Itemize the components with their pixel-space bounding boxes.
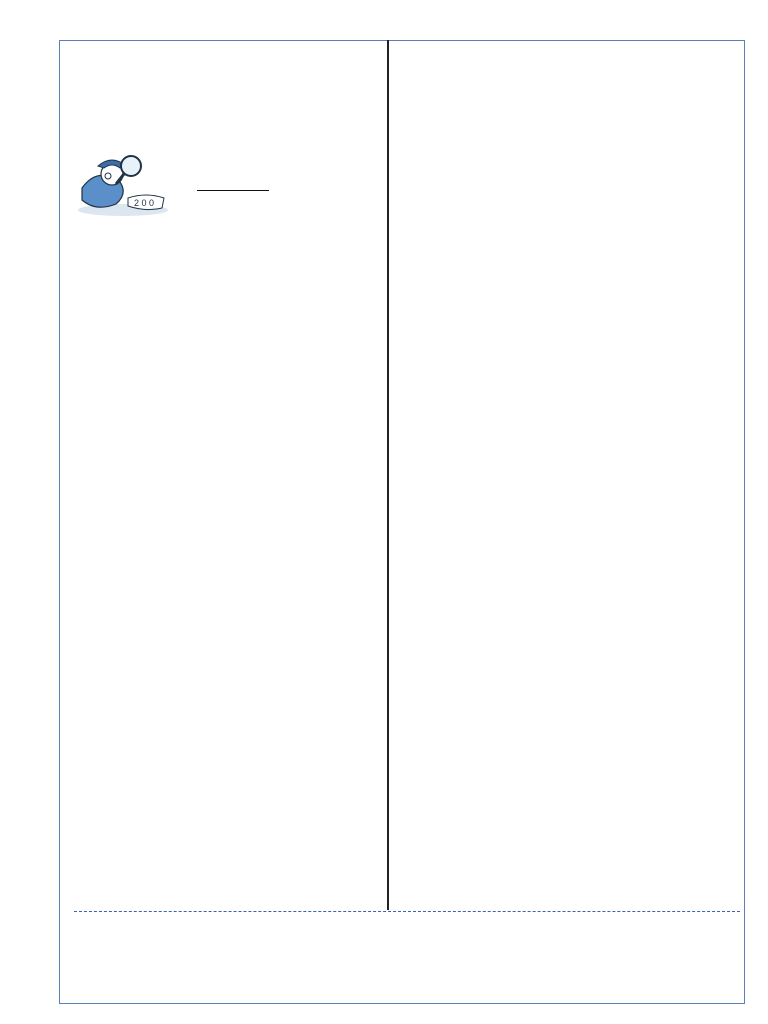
detective-mascot-icon — [68, 148, 176, 218]
column-divider — [387, 40, 389, 910]
raw-score — [193, 178, 269, 194]
raw-score-blank — [197, 178, 269, 191]
svg-text:2 0 0: 2 0 0 — [134, 198, 155, 208]
footer-divider — [74, 911, 740, 912]
header-block — [58, 40, 371, 42]
